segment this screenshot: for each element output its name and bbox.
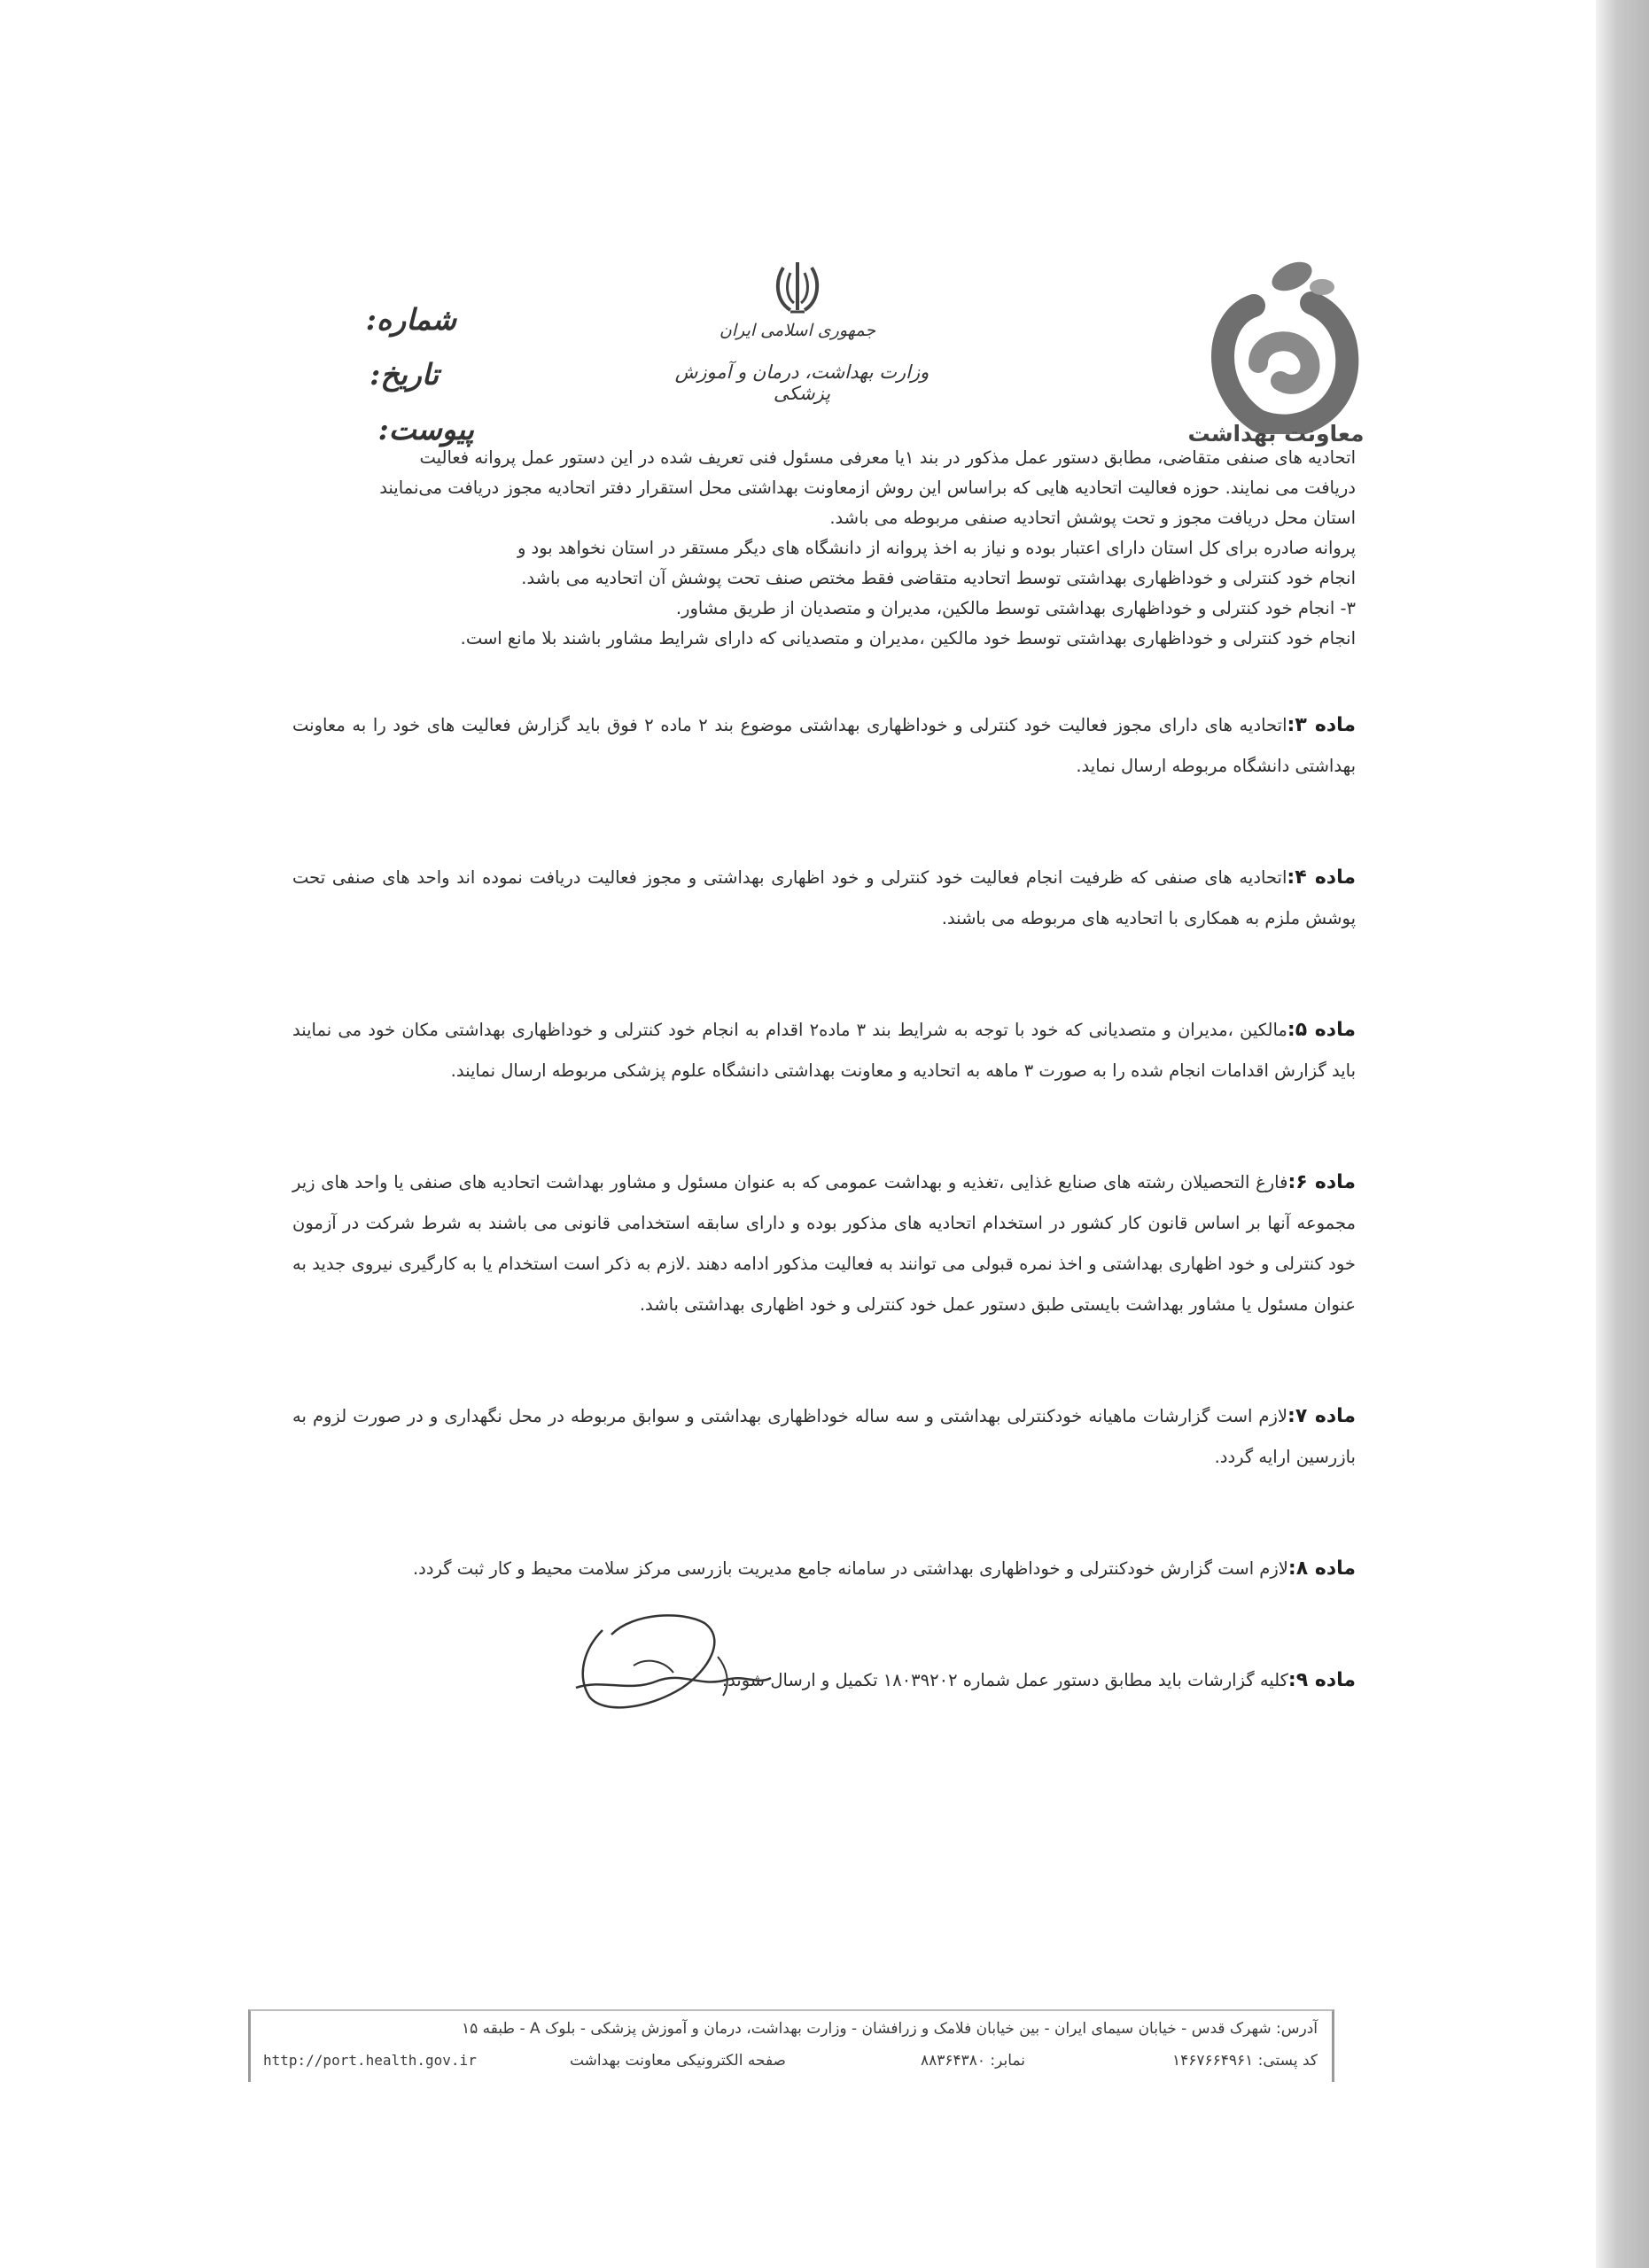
article-8 [292,1549,1356,1589]
letterhead [0,0,1649,461]
article-number: ماده ۷: [1287,1405,1356,1427]
article-6 [292,1162,1356,1325]
ref-date-label: تاریخ: [369,357,439,392]
letter-footer [248,2009,1334,2082]
footer-website-label: صفحه الکترونیکی معاونت بهداشت [569,2052,786,2070]
ref-number-label: شماره: [365,302,456,337]
article-number: ماده ۹: [1287,1669,1356,1691]
article-text: کلیه گزارشات باید مطابق دستور عمل شماره ۱۸۰۳۹۲۰۲ تکمیل و ارسال شوند. [721,1670,1288,1690]
article-number: ماده ۴: [1287,866,1356,889]
footer-website-link[interactable]: http://port.health.gov.ir [263,2052,477,2069]
article-text: اتحادیه های دارای مجوز فعالیت خود کنترلی و خوداظهاری بهداشتی موضوع بند ۲ ماده ۲ فوق باید گزارش فعالیت های خود را به معاونت بهداشتی دانشگاه مربوطه ارسال نماید. [292,715,1356,776]
article-number: ماده ۵: [1287,1019,1356,1041]
footer-address: آدرس: شهرک قدس - خیابان سیمای ایران - بین خیابان فلامک و زرافشان - وزارت بهداشت، درمان و آموزش پزشکی - بلوک A - طبقه ۱۵ [462,2020,1318,2038]
logo-caption: معاونت بهداشت [1187,421,1365,447]
signature [549,1604,789,1728]
article-number: ماده ۸: [1287,1557,1356,1580]
ministry-title: وزارت بهداشت، درمان و آموزش پزشکی [674,361,930,404]
article-4 [292,858,1356,939]
intro-line: دریافت می نمایند. حوزه فعالیت اتحادیه هایی که براساس این روش ازمعاونت بهداشتی محل استقرار دفتر اتحادیه مجوز دریافت می‌نمایند [379,478,1356,498]
article-number: ماده ۳: [1287,714,1356,736]
footer-fax: نمابر: ۸۸۳۶۴۳۸۰ [920,2052,1025,2070]
article-3 [292,705,1356,787]
intro-line: اتحادیه های صنفی متقاضی، مطابق دستور عمل مذکور در بند ۱یا معرفی مسئول فنی تعریف شده در این دستور عمل پروانه فعالیت [419,447,1356,468]
intro-line: انجام خود کنترلی و خوداظهاری بهداشتی توسط اتحادیه متقاضی فقط مختص صنف تحت پوشش آن اتحادیه می باشد. [521,568,1356,588]
article-5 [292,1010,1356,1091]
article-text: مالکین ،مدیران و متصدیانی که خود با توجه به شرایط بند ۳ ماده۲ اقدام به انجام خود کنترلی و خوداظهاری بهداشتی مکان خود می نمایند باید گزارش اقدامات انجام شده را به صورت ۳ ماهه به اتحادیه و معاونت بهداشتی دانشگاه علوم پزشکی مربوطه ارسال نمایند. [292,1020,1356,1081]
article-text: اتحادیه های صنفی که ظرفیت انجام فعالیت خود کنترلی و خود اظهاری بهداشتی و مجوز فعالیت دریافت نموده اند واحد های صنفی تحت پوشش ملزم به همکاری با اتحادیه های مربوطه می باشند. [292,867,1356,928]
iran-emblem-icon [771,257,824,319]
iran-emblem [771,257,824,319]
intro-line: پروانه صادره برای کل استان دارای اعتبار بوده و نیاز به اخذ پروانه از دانشگاه های دیگر مستقر در استان نخواهد بود و [517,538,1356,558]
handwritten-signature-icon [549,1604,789,1728]
article-text: لازم است گزارش خودکنترلی و خوداظهاری بهداشتی در سامانه جامع مدیریت بازرسی مرکز سلامت محیط و کار ثبت گردد. [412,1558,1288,1579]
reference-fields [323,292,474,457]
article-number: ماده ۶: [1287,1171,1356,1193]
pomegranate-logo-icon [1205,257,1365,434]
ref-attachment-label: پیوست: [377,412,474,447]
article-text: لازم است گزارشات ماهیانه خودکنترلی بهداشتی و سه ساله خوداظهاری بهداشتی و سوابق مربوطه در محل نگهداری و در صورت لزوم به بازرسین ارایه گردد. [292,1406,1356,1467]
article-9 [292,1660,1356,1701]
footer-postal-code: کد پستی: ۱۴۶۷۶۶۴۹۶۱ [1171,2052,1318,2070]
intro-line: انجام خود کنترلی و خوداظهاری بهداشتی توسط خود مالکین ،مدیران و متصدیانی که دارای شرایط مشاور باشند بلا مانع است. [460,628,1356,649]
intro-line: استان محل دریافت مجوز و تحت پوشش اتحادیه صنفی مربوطه می باشد. [829,508,1356,528]
republic-title: جمهوری اسلامی ایران [719,321,876,340]
article-7 [292,1396,1356,1478]
intro-line: ۳- انجام خود کنترلی و خوداظهاری بهداشتی توسط مالکین، مدیران و متصدیان از طریق مشاور. [675,598,1356,618]
letter-body [292,443,1356,1701]
article-text: فارغ التحصیلان رشته های صنایع غذایی ،تغذیه و بهداشت عمومی که به عنوان مسئول و مشاور بهداشت اتحادیه های صنفی یا واحد های زیر مجموعه آنها بر اساس قانون کار کشور در استخدام اتحادیه های مذکور بوده و دارای سابقه استخدامی قانونی می باشند به شرط شرکت در آزمون خود کنترلی و خود اظهاری بهداشتی و اخذ نمره قبولی می توانند به فعالیت مذکور ادامه دهند .لازم به ذکر است استخدام یا به کارگیری نیروی جدید به عنوان مسئول یا مشاور بهداشت بایستی طبق دستور عمل خود کنترلی و خود اظهاری بهداشتی باشد. [292,1172,1356,1315]
